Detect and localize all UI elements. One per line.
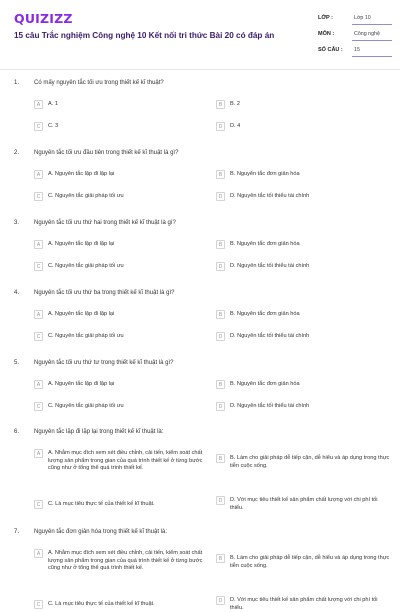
option-text: D. Nguyên tắc tối thiểu tài chính [230,263,310,269]
meta-divider [352,56,392,57]
meta-label: SỐ CÂU : [318,47,343,53]
question-number: 5. [14,360,20,366]
option-text: C. Là mục tiêu thực tế của thiết kế kĩ thuật. [48,501,155,507]
option-letter-box: D [216,596,225,605]
option-letter-box: B [216,100,225,109]
option-letter-box: A [34,310,43,319]
option-letter-box: D [216,262,225,271]
option-text: D. Nguyên tắc tối thiểu tài chính [230,333,310,339]
option-text: D. Nguyên tắc tối thiểu tài chính [230,403,310,409]
meta-label: MÔN : [318,31,335,37]
option-letter-box: C [34,500,43,509]
option-text: C. Nguyên tắc giải pháp tối ưu [48,193,124,199]
option-text: A. Nguyên tắc lặp đi lặp lại [48,381,115,387]
option-letter-box: D [216,122,225,131]
option-text: A. Nhằm mục đích xem xét điều chỉnh, cải tiến, kiểm soát chất lượng sản phẩm trong gian của quá trình thiết kế ở từng bước cũng như ở tổng thể quá trình thiết kế. [48,550,203,571]
option-letter-box: A [34,380,43,389]
question-text: Có mấy nguyên tắc tối ưu trong thiết kế kĩ thuật? [34,80,164,86]
option-text: C. Nguyên tắc giải pháp tối ưu [48,333,124,339]
option-letter-box: A [34,170,43,179]
meta-value: Công nghệ [354,31,380,37]
option-letter-box: C [34,122,43,131]
option-text: A. Nguyên tắc lặp đi lặp lại [48,241,115,247]
option-letter-box: D [216,332,225,341]
option-letter-box: D [216,402,225,411]
option-letter-box: A [34,100,43,109]
question-text: Nguyên tắc tối ưu thứ ba trong thiết kế kĩ thuật là gì? [34,290,175,296]
question-number: 1. [14,80,20,86]
option-text: A. Nguyên tắc lặp đi lặp lại [48,171,115,177]
option-text: B. 2 [230,101,240,107]
option-letter-box: A [34,549,43,558]
option-text: B. Nguyên tắc đơn giản hóa [230,171,300,177]
question-number: 2. [14,150,20,156]
option-text: B. Làm cho giải pháp dễ tiếp cận, dễ hiểu và áp dụng trong thực tiễn cuộc sống. [230,455,390,469]
question-number: 7. [14,529,20,535]
meta-value: Lớp 10 [354,15,371,21]
option-text: C. 3 [48,123,59,129]
option-letter-box: D [216,192,225,201]
option-letter-box: C [34,332,43,341]
option-letter-box: C [34,192,43,201]
option-text: C. Nguyên tắc giải pháp tối ưu [48,263,124,269]
option-letter-box: C [34,600,43,609]
option-letter-box: B [216,454,225,463]
option-text: D. Nguyên tắc tối thiểu tài chính [230,193,310,199]
question-text: Nguyên tắc tối ưu thứ tư trong thiết kế kĩ thuật là gì? [34,360,174,366]
question-text: Nguyên tắc lặp đi lặp lại trong thiết kế kĩ thuật là: [34,429,164,435]
question-number: 4. [14,290,20,296]
question-number: 3. [14,220,20,226]
question-number: 6. [14,429,20,435]
option-letter-box: B [216,170,225,179]
option-letter-box: D [216,496,225,505]
option-text: B. Làm cho giải pháp dễ tiếp cận, dễ hiểu và áp dụng trong thực tiễn cuộc sống. [230,555,390,569]
option-text: A. 1 [48,101,58,107]
meta-divider [352,24,392,25]
question-text: Nguyên tắc tối ưu đầu tiên trong thiết kế kĩ thuật là gì? [34,150,179,156]
option-text: A. Nguyên tắc lặp đi lặp lại [48,311,115,317]
meta-row-grade [318,14,392,26]
worksheet-title: 15 câu Trắc nghiệm Công nghệ 10 Kết nối tri thức Bài 20 có đáp án [14,31,275,40]
option-letter-box: B [216,240,225,249]
question-text: Nguyên tắc tối ưu thứ hai trong thiết kế kĩ thuật là gì? [34,220,176,226]
option-letter-box: C [34,402,43,411]
option-text: D. Với mục tiêu thiết kế sản phẩm chất lượng với chi phí tối thiểu. [230,497,378,511]
meta-row-subject [318,30,392,42]
option-text: D. Với mục tiêu thiết kế sản phẩm chất lượng với chi phí tối thiểu. [230,597,378,611]
option-letter-box: B [216,554,225,563]
option-letter-box: A [34,449,43,458]
option-text: C. Nguyên tắc giải pháp tối ưu [48,403,124,409]
quizizz-logo[interactable]: QUIZIZZ [14,11,73,26]
worksheet-header [0,0,400,70]
option-letter-box: B [216,380,225,389]
option-text: B. Nguyên tắc đơn giản hóa [230,381,300,387]
option-text: D. 4 [230,123,241,129]
meta-value: 15 [354,47,360,53]
meta-label: LỚP : [318,15,333,21]
meta-divider [352,40,392,41]
option-text: B. Nguyên tắc đơn giản hóa [230,311,300,317]
question-text: Nguyên tắc đơn giản hóa trong thiết kế kĩ thuật là: [34,529,168,535]
option-letter-box: C [34,262,43,271]
option-letter-box: B [216,310,225,319]
meta-row-count [318,46,392,58]
option-letter-box: A [34,240,43,249]
option-text: C. Là mục tiêu thực tế của thiết kế kĩ thuật. [48,601,155,607]
option-text: B. Nguyên tắc đơn giản hóa [230,241,300,247]
option-text: A. Nhằm mục đích xem xét điều chỉnh, cải tiến, kiểm soát chất lượng sản phẩm trong gian của quá trình thiết kế ở từng bước cũng như ở tổng thể quá trình thiết kế. [48,450,203,471]
